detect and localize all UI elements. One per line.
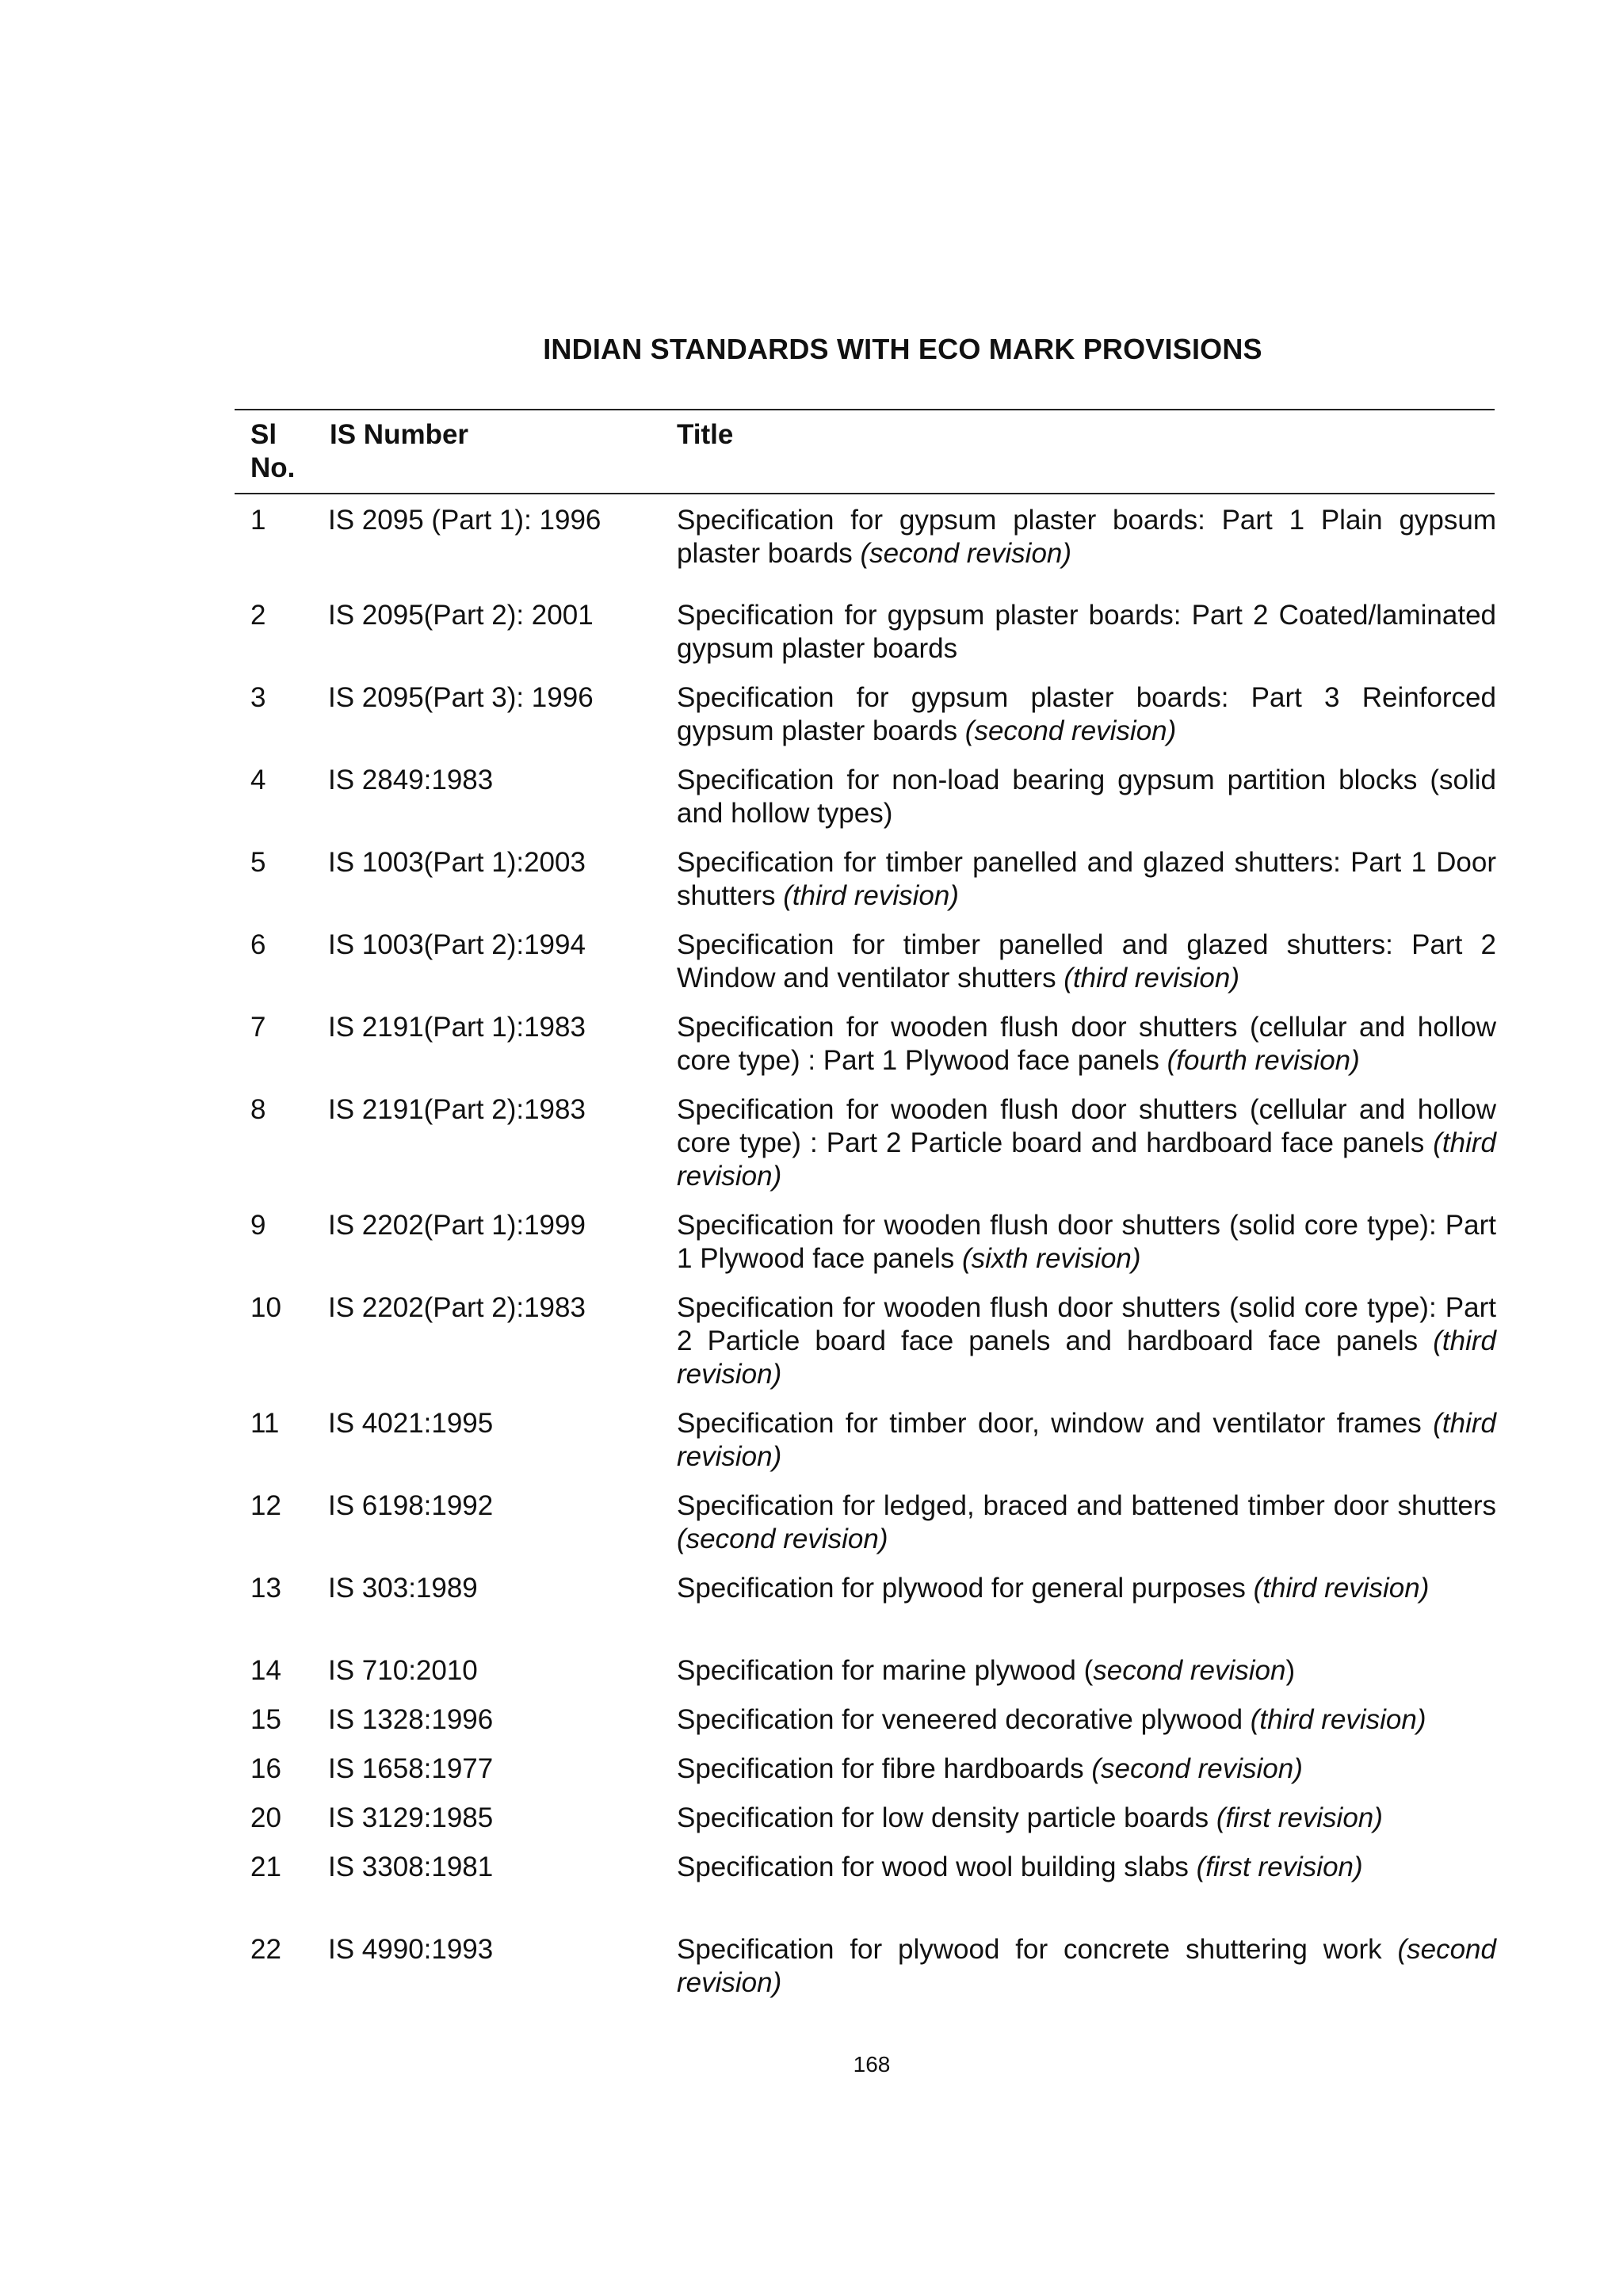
title-text: Specification for timber panelled and glazed shutters: Part 1 Door shutters	[677, 847, 1496, 911]
title-revision: (first revision)	[1196, 1852, 1363, 1882]
cell-sl-no: 22	[250, 1934, 281, 1965]
cell-is-number: IS 303:1989	[328, 1573, 478, 1604]
cell-title	[677, 1654, 1496, 1688]
cell-is-number: IS 2191(Part 1):1983	[328, 1012, 586, 1043]
title-text: Specification for ledged, braced and battened timber door shutters	[677, 1490, 1496, 1521]
cell-title	[677, 1753, 1496, 1786]
title-revision: (second revision)	[677, 1524, 888, 1554]
cell-is-number: IS 1328:1996	[328, 1704, 494, 1735]
cell-is-number: IS 710:2010	[328, 1655, 478, 1686]
cell-title	[677, 1209, 1496, 1276]
cell-is-number: IS 1003(Part 1):2003	[328, 847, 586, 878]
cell-title	[677, 846, 1496, 913]
cell-title	[677, 1011, 1496, 1077]
title-text: Specification for veneered decorative plywood	[677, 1704, 1251, 1735]
cell-title	[677, 1572, 1496, 1605]
header-sl-no-line1: Sl	[250, 419, 277, 450]
cell-title	[677, 599, 1496, 666]
title-revision: (fourth revision)	[1167, 1045, 1360, 1076]
title-text: Specification for non-load bearing gypsum partition blocks (solid and hollow types)	[677, 765, 1496, 829]
page-number: 168	[853, 2052, 891, 2077]
cell-sl-no: 20	[250, 1802, 281, 1833]
title-text: Specification for marine plywood (	[677, 1655, 1094, 1686]
cell-title	[677, 1489, 1496, 1556]
cell-sl-no: 4	[250, 765, 266, 795]
header-is-number: IS Number	[330, 419, 469, 450]
cell-sl-no: 5	[250, 847, 266, 878]
cell-title	[677, 1802, 1496, 1835]
cell-sl-no: 6	[250, 929, 266, 960]
cell-is-number: IS 4990:1993	[328, 1934, 494, 1965]
title-text: Specification for plywood for concrete shuttering work	[677, 1934, 1398, 1965]
title-text: Specification for gypsum plaster boards: Part 3 Reinforced gypsum plaster boards	[677, 682, 1496, 746]
cell-title	[677, 1291, 1496, 1391]
header-title: Title	[677, 419, 734, 450]
title-revision: (sixth revision)	[961, 1243, 1141, 1274]
cell-is-number: IS 2095(Part 2): 2001	[328, 600, 594, 631]
cell-sl-no: 13	[250, 1573, 281, 1604]
cell-title	[677, 1093, 1496, 1193]
cell-is-number: IS 3308:1981	[328, 1852, 494, 1882]
header-sl-no-line2: No.	[250, 452, 296, 483]
cell-is-number: IS 1658:1977	[328, 1753, 494, 1784]
title-revision: (third revision)	[677, 1127, 1496, 1192]
cell-is-number: IS 2202(Part 1):1999	[328, 1210, 586, 1241]
cell-is-number: IS 2095(Part 3): 1996	[328, 682, 594, 713]
title-text: Specification for fibre hardboards	[677, 1753, 1092, 1784]
title-text: Specification for timber panelled and glazed shutters: Part 2 Window and ventilator shutters	[677, 929, 1496, 994]
title-text: Specification for timber door, window and ventilator frames	[677, 1408, 1434, 1439]
cell-title	[677, 1703, 1496, 1737]
cell-is-number: IS 2191(Part 2):1983	[328, 1094, 586, 1125]
cell-sl-no: 9	[250, 1210, 266, 1241]
cell-is-number: IS 2202(Part 2):1983	[328, 1292, 586, 1323]
title-revision: (first revision)	[1216, 1802, 1383, 1833]
page-title: INDIAN STANDARDS WITH ECO MARK PROVISIONS	[543, 333, 1262, 365]
title-revision: (third revision)	[1253, 1573, 1430, 1604]
cell-title	[677, 1851, 1496, 1884]
title-text: Specification for gypsum plaster boards: Part 2 Coated/laminated gypsum plaster boards	[677, 600, 1496, 664]
title-revision: second revision	[1093, 1655, 1286, 1686]
cell-title	[677, 929, 1496, 995]
cell-title	[677, 681, 1496, 748]
cell-is-number: IS 3129:1985	[328, 1802, 494, 1833]
title-revision: (third revision)	[1064, 963, 1240, 994]
cell-sl-no: 21	[250, 1852, 281, 1882]
title-text: Specification for plywood for general purposes	[677, 1573, 1254, 1604]
cell-sl-no: 15	[250, 1704, 281, 1735]
cell-sl-no: 3	[250, 682, 266, 713]
cell-is-number: IS 2849:1983	[328, 765, 494, 795]
title-text: Specification for wooden flush door shutters (solid core type): Part 1 Plywood face panels	[677, 1210, 1496, 1274]
cell-is-number: IS 4021:1995	[328, 1408, 494, 1439]
title-text: Specification for wooden flush door shutters (cellular and hollow core type) : Part 2 Particle board and hardboard face panels	[677, 1094, 1496, 1158]
title-revision: (second revision)	[964, 715, 1177, 746]
cell-sl-no: 2	[250, 600, 266, 631]
title-revision: (third revision)	[783, 880, 959, 911]
title-text: Specification for wood wool building slabs	[677, 1852, 1197, 1882]
title-after: )	[1285, 1655, 1296, 1686]
cell-sl-no: 8	[250, 1094, 266, 1125]
cell-title	[677, 1933, 1496, 2000]
title-text: Specification for low density particle boards	[677, 1802, 1216, 1833]
title-text: Specification for gypsum plaster boards: Part 1 Plain gypsum plaster boards	[677, 505, 1496, 569]
title-revision: (second revision)	[1091, 1753, 1303, 1784]
cell-sl-no: 11	[250, 1408, 280, 1439]
title-revision: (third revision)	[677, 1408, 1496, 1472]
title-text: Specification for wooden flush door shutters (cellular and hollow core type) : Part 1 Plywood face panels	[677, 1012, 1496, 1076]
title-revision: (second revision)	[860, 538, 1072, 569]
cell-sl-no: 16	[250, 1753, 281, 1784]
cell-sl-no: 14	[250, 1655, 281, 1686]
title-text: Specification for wooden flush door shutters (solid core type): Part 2 Particle board face panels and hardboard face panels	[677, 1292, 1496, 1356]
title-revision: (third revision)	[677, 1325, 1496, 1390]
cell-sl-no: 1	[250, 505, 266, 536]
cell-title	[677, 764, 1496, 830]
title-revision: (second revision)	[677, 1934, 1496, 1998]
title-revision: (third revision)	[1250, 1704, 1426, 1735]
cell-sl-no: 10	[250, 1292, 281, 1323]
cell-is-number: IS 2095 (Part 1): 1996	[328, 505, 601, 536]
cell-title	[677, 1407, 1496, 1474]
cell-is-number: IS 1003(Part 2):1994	[328, 929, 586, 960]
cell-title	[677, 504, 1496, 570]
cell-is-number: IS 6198:1992	[328, 1490, 494, 1521]
cell-sl-no: 7	[250, 1012, 266, 1043]
cell-sl-no: 12	[250, 1490, 281, 1521]
